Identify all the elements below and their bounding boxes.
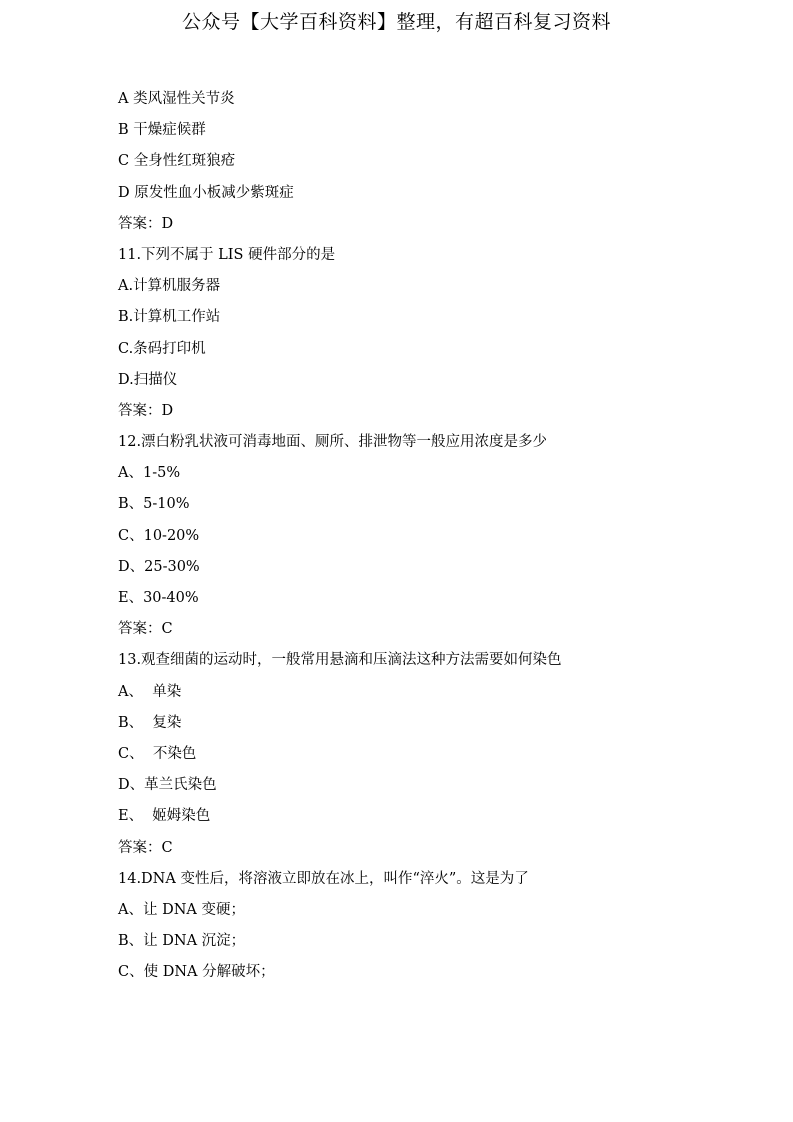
answer-line: 答案：C: [118, 839, 173, 856]
answer-line: 答案：C: [118, 621, 173, 638]
option-line: D、革兰氏染色: [118, 777, 217, 794]
question-line: 14.DNA 变性后，将溶液立即放在冰上，叫作“淬火”。这是为了: [118, 870, 529, 887]
document-body: [118, 84, 738, 988]
option-line: A、让 DNA 变硬；: [118, 901, 245, 918]
question-line: 13.观查细菌的运动时，一般常用悬滴和压滴法这种方法需要如何染色: [118, 652, 562, 669]
option-line: B 干燥症候群: [118, 122, 206, 139]
option-line: A、1-5%: [118, 465, 181, 482]
option-line: A.计算机服务器: [118, 278, 221, 295]
answer-line: 答案：D: [118, 215, 174, 232]
page-header: 公众号【大学百科资料】整理，有超百科复习资料: [181, 11, 611, 33]
option-line: A 类风湿性关节炎: [118, 91, 235, 107]
answer-line: 答案：D: [118, 402, 174, 419]
option-line: C、 不染色: [118, 745, 197, 762]
option-line: B、5-10%: [118, 496, 190, 513]
option-line: C、10-20%: [118, 527, 200, 544]
option-line: B、 复染: [118, 714, 182, 731]
option-line: B、让 DNA 沉淀；: [118, 933, 246, 950]
option-line: C 全身性红斑狼疮: [118, 153, 236, 170]
option-line: B.计算机工作站: [118, 309, 221, 326]
option-line: E、30-40%: [118, 590, 199, 606]
option-line: D、25-30%: [118, 558, 200, 575]
option-line: D 原发性血小板减少紫斑症: [118, 184, 294, 201]
option-line: C.条码打印机: [118, 340, 206, 357]
option-line: A、 单染: [118, 683, 182, 700]
option-line: D.扫描仪: [118, 371, 178, 388]
question-line: 11.下列不属于 LIS 硬件部分的是: [118, 246, 336, 263]
option-line: E、 姬姆染色: [118, 808, 211, 825]
option-line: C、使 DNA 分解破坏；: [118, 964, 275, 981]
question-line: 12.漂白粉乳状液可消毒地面、厕所、排泄物等一般应用浓度是多少: [118, 434, 548, 451]
